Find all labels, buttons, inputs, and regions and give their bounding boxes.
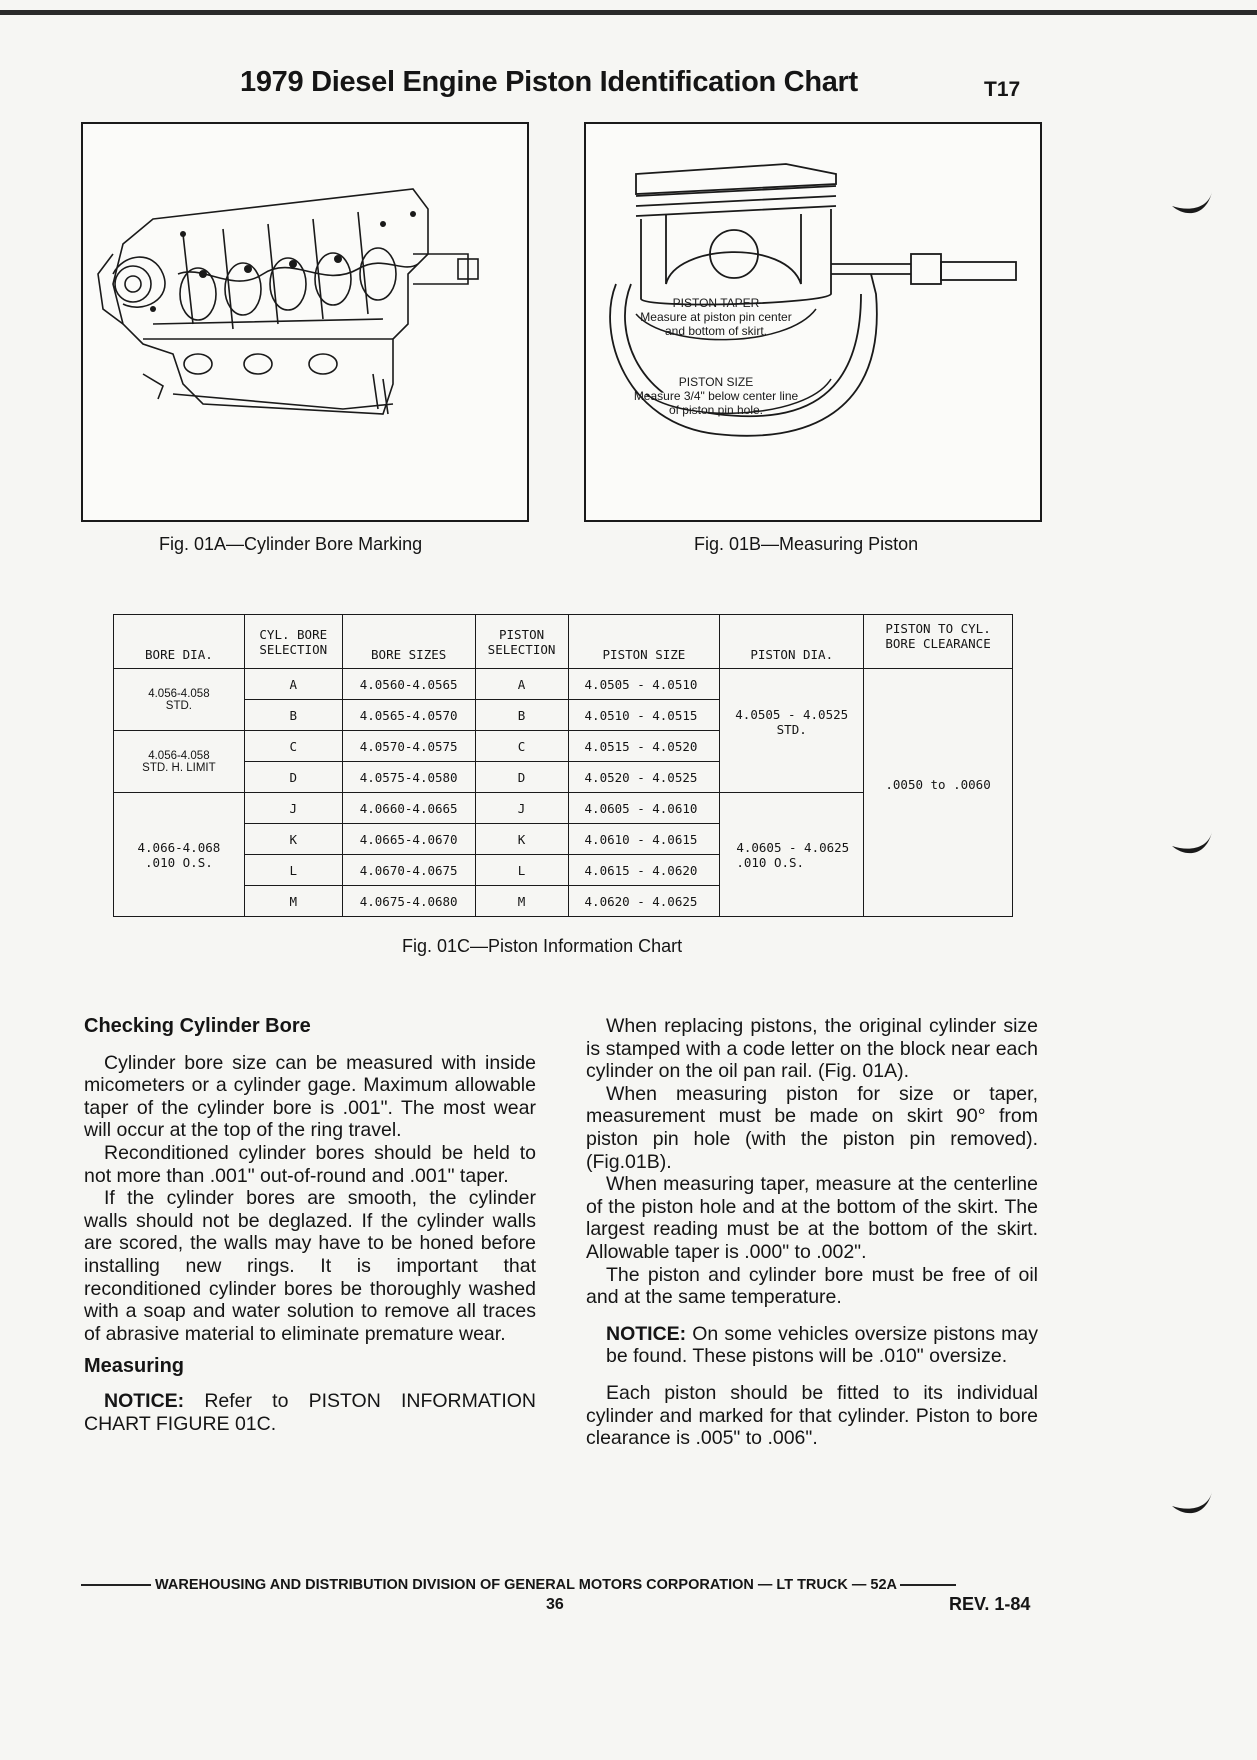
engine-block-illustration: [83, 124, 527, 520]
piston-taper-title: PISTON TAPER: [672, 296, 760, 310]
section-heading-measuring: Measuring: [84, 1355, 185, 1378]
revision: REV. 1-84: [949, 1594, 1031, 1614]
cyl-cell: K: [244, 824, 342, 855]
header-piston-selection: [475, 615, 568, 669]
piston-size-cell: 4.0605 - 4.0610: [568, 793, 720, 824]
sel-cell: A: [475, 669, 568, 700]
binder-hole-icon: [1168, 1478, 1216, 1522]
paragraph: Reconditioned cylinder bores should be held to not more than .001" out-of-round and .001" taper.: [84, 1141, 536, 1187]
piston-size-cell: 4.0520 - 4.0525: [568, 762, 720, 793]
header-bore-dia: BORE DIA.: [114, 615, 245, 669]
binder-hole-icon: [1168, 178, 1216, 222]
paragraph: When replacing pistons, the original cylinder size is stamped with a code letter on the block near each cylinder on the oil pan rail. (Fig. 01A).: [586, 1015, 1038, 1083]
header-clearance-line2: BORE CLEARANCE: [885, 636, 991, 651]
cyl-cell: L: [244, 855, 342, 886]
cyl-cell: A: [244, 669, 342, 700]
paragraph: When measuring piston for size or taper, measurement must be made on skirt 90° from piston pin hole (with the piston pin removed). (Fig.01B).: [586, 1082, 1038, 1173]
page-code: T17: [984, 78, 1021, 101]
footer-text: WAREHOUSING AND DISTRIBUTION DIVISION OF GENERAL MOTORS CORPORATION — LT TRUCK — 52A: [155, 1577, 897, 1593]
fig-01b-caption: Fig. 01B—Measuring Piston: [694, 534, 919, 554]
fig-01c-caption: Fig. 01C—Piston Information Chart: [402, 936, 683, 956]
page-number: 36: [546, 1596, 564, 1613]
bore-size-cell: 4.0560-4.0565: [342, 669, 475, 700]
sel-cell: K: [475, 824, 568, 855]
piston-size-cell: 4.0615 - 4.0620: [568, 855, 720, 886]
cyl-cell: D: [244, 762, 342, 793]
header-cyl-bore-line1: CYL. BORE: [259, 626, 328, 642]
bore-dia-note: STD. H. LIMIT: [142, 761, 216, 774]
piston-size-cell: 4.0620 - 4.0625: [568, 886, 720, 917]
piston-taper-line1: Measure at piston pin center: [640, 310, 792, 324]
piston-micrometer-illustration: [586, 124, 1040, 520]
bore-dia-value: 4.056-4.058: [148, 687, 210, 700]
footer: [81, 1577, 1041, 1593]
sel-cell: C: [475, 731, 568, 762]
notice-text: Refer to PISTON INFORMATION CHART FIGURE 01C.: [84, 1389, 536, 1435]
bore-dia-group-std-h-limit: [114, 731, 245, 793]
piston-dia-os: [720, 793, 864, 917]
header-piston-size: PISTON SIZE: [568, 615, 720, 669]
piston-size-cell: 4.0505 - 4.0510: [568, 669, 720, 700]
bore-dia-value: 4.066-4.068: [137, 839, 221, 855]
piston-dia-note: STD.: [776, 722, 807, 737]
header-cyl-bore-line2: SELECTION: [259, 641, 328, 657]
piston-size-line2: of piston pin hole.: [668, 403, 764, 417]
sel-cell: M: [475, 886, 568, 917]
bore-dia-group-std: [114, 669, 245, 731]
piston-size-cell: 4.0515 - 4.0520: [568, 731, 720, 762]
left-text-column: [84, 1015, 536, 1435]
page-title: 1979 Diesel Engine Piston Identification Chart: [240, 66, 858, 98]
binder-hole-icon: [1168, 818, 1216, 862]
header-piston-sel-line1: PISTON: [498, 626, 545, 642]
piston-taper-line2: and bottom of skirt.: [664, 324, 768, 338]
table-row: [114, 669, 1013, 700]
cyl-cell: J: [244, 793, 342, 824]
paragraph: If the cylinder bores are smooth, the cylinder walls should not be deglazed. If the cylinder walls are scored, the walls may have to be honed before installing new rings. It is important that reconditioned cylinder bores be thoroughly washed with a soap and water solution to remove all traces of abrasive material to eliminate premature wear.: [84, 1187, 536, 1345]
notice-paragraph: [84, 1390, 536, 1435]
paragraph: Each piston should be fitted to its individual cylinder and marked for that cylinder. Piston to bore clearance is .005" to .006".: [586, 1381, 1038, 1450]
bore-dia-value: 4.056-4.058: [148, 749, 210, 762]
bore-dia-note: STD.: [165, 699, 192, 712]
sel-cell: L: [475, 855, 568, 886]
table-header-row: [114, 615, 1013, 669]
right-text-column: [586, 1015, 1038, 1450]
top-rule: [0, 10, 1257, 15]
piston-dia-std: [720, 669, 864, 793]
header-piston-dia: PISTON DIA.: [720, 615, 864, 669]
piston-dia-note: .010 O.S.: [736, 854, 805, 870]
footer-rule: [81, 1584, 151, 1586]
bore-size-cell: 4.0565-4.0570: [342, 700, 475, 731]
header-bore-sizes: BORE SIZES: [342, 615, 475, 669]
bore-size-cell: 4.0670-4.0675: [342, 855, 475, 886]
header-clearance-line1: PISTON TO CYL.: [885, 621, 991, 636]
bore-size-cell: 4.0665-4.0670: [342, 824, 475, 855]
cyl-cell: C: [244, 731, 342, 762]
piston-size-title: PISTON SIZE: [678, 375, 754, 389]
piston-information-table: [113, 614, 1013, 917]
header-piston-sel-line2: SELECTION: [487, 641, 556, 657]
piston-dia-value: 4.0605 - 4.0625: [736, 839, 850, 855]
sel-cell: J: [475, 793, 568, 824]
bore-size-cell: 4.0675-4.0680: [342, 886, 475, 917]
paragraph: The piston and cylinder bore must be free of oil and at the same temperature.: [586, 1263, 1038, 1309]
sel-cell: B: [475, 700, 568, 731]
notice-label: NOTICE:: [606, 1322, 687, 1345]
bore-dia-note: .010 O.S.: [145, 854, 213, 870]
footer-rule: [900, 1584, 956, 1586]
notice-label: NOTICE:: [104, 1389, 185, 1412]
piston-size-cell: 4.0510 - 4.0515: [568, 700, 720, 731]
paragraph: When measuring taper, measure at the centerline of the piston hole and at the bottom of the skirt. The largest reading must be at the bottom of the skirt. Allowable taper is .000" to .002".: [586, 1173, 1038, 1263]
piston-size-cell: 4.0610 - 4.0615: [568, 824, 720, 855]
header-cyl-bore-selection: [244, 615, 342, 669]
clearance-cell: .0050 to .0060: [864, 669, 1013, 917]
figure-measuring-piston: [584, 122, 1042, 522]
figure-cylinder-bore-marking: [81, 122, 529, 522]
bore-size-cell: 4.0575-4.0580: [342, 762, 475, 793]
piston-dia-value: 4.0505 - 4.0525: [735, 707, 849, 722]
notice-text: On some vehicles oversize pistons may be found. These pistons will be .010" oversize.: [606, 1322, 1038, 1368]
header-clearance: [864, 615, 1013, 669]
cyl-cell: B: [244, 700, 342, 731]
bore-size-cell: 4.0570-4.0575: [342, 731, 475, 762]
section-heading-checking-cylinder-bore: Checking Cylinder Bore: [84, 1015, 311, 1037]
paragraph: Cylinder bore size can be measured with inside micometers or a cylinder gage. Maximum allowable taper of the cylinder bore is .001". The most wear will occur at the top of the ring travel.: [84, 1051, 536, 1142]
cyl-cell: M: [244, 886, 342, 917]
sel-cell: D: [475, 762, 568, 793]
notice-paragraph: [586, 1323, 1038, 1368]
fig-01a-caption: Fig. 01A—Cylinder Bore Marking: [159, 534, 423, 554]
piston-size-line1: Measure 3/4" below center line: [633, 389, 799, 403]
bore-size-cell: 4.0660-4.0665: [342, 793, 475, 824]
bore-dia-group-os: [114, 793, 245, 917]
